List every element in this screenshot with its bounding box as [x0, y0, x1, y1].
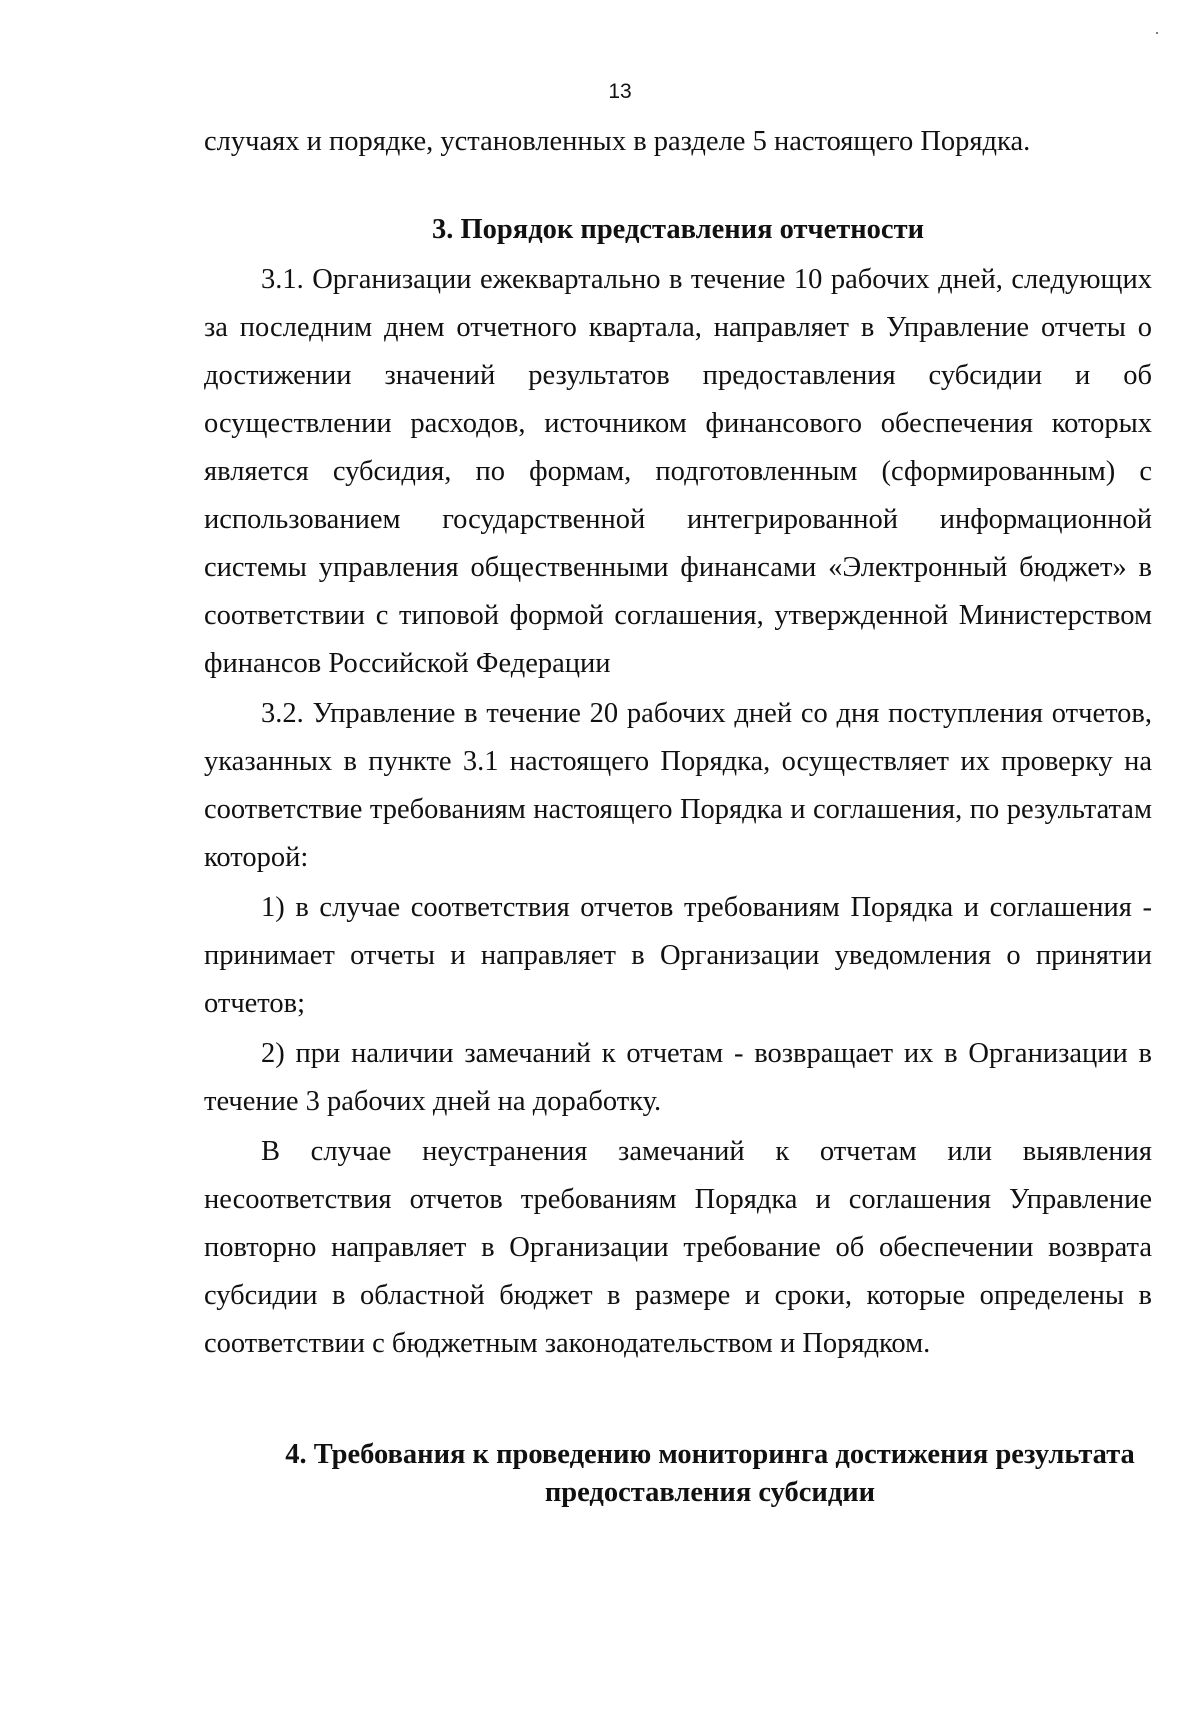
- list-item-1: 1) в случае соответствия отчетов требованиям Порядка и соглашения - принимает отчеты и направляет в Организации уведомления о принятии отчетов;: [204, 892, 1152, 1019]
- section-4-heading-line-1: 4. Требования к проведению мониторинга достижения результата: [285, 1439, 1135, 1470]
- carryover-text: случаях и порядке, установленных в разделе 5 настоящего Порядка.: [204, 126, 1031, 157]
- paragraph-non-compliance: В случае неустранения замечаний к отчетам или выявления несоответствия отчетов требованиям Порядка и соглашения Управление повторно направляет в Организации требование об обеспечении возврата субсидии в областной бюджет в размере и сроки, которые определены в соответствии с бюджетным законодательством и Порядком.: [204, 1136, 1152, 1359]
- section-4-heading-line-2: предоставления субсидии: [544, 1477, 876, 1508]
- section-3-heading: 3. Порядок представления отчетности: [432, 214, 924, 245]
- page-body: [204, 118, 1152, 1512]
- page-number: 13: [608, 80, 632, 103]
- section-4-heading: [204, 1436, 1152, 1512]
- scan-artifact-dot: [1156, 32, 1158, 34]
- list-item-2: 2) при наличии замечаний к отчетам - возвращает их в Организации в течение 3 рабочих дней на доработку.: [204, 1038, 1152, 1117]
- paragraph-3-2: 3.2. Управление в течение 20 рабочих дней со дня поступления отчетов, указанных в пункте 3.1 настоящего Порядка, осуществляет их проверку на соответствие требованиям настоящего Порядка и соглашения, по результатам которой:: [204, 698, 1152, 873]
- paragraph-3-1: 3.1. Организации ежеквартально в течение 10 рабочих дней, следующих за последним днем отчетного квартала, направляет в Управление отчеты о достижении значений результатов предоставления субсидии и об осуществлении расходов, источником финансового обеспечения которых является субсидия, по формам, подготовленным (сформированным) с использованием государственной интегрированной информационной системы управления общественными финансами «Электронный бюджет» в соответствии с типовой формой соглашения, утвержденной Министерством финансов Российской Федерации: [204, 264, 1152, 679]
